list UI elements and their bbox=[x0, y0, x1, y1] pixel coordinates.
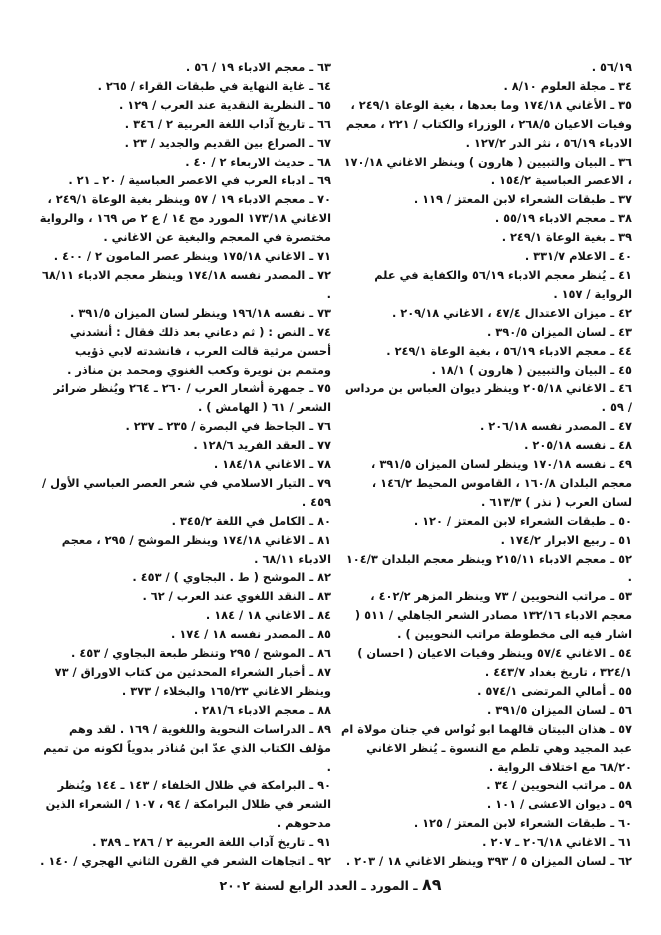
footnote-entry: ٤٢ ـ ميزان الاعتدال ٤٧/٤ ، الاغاني ٢٠٩/١٨ . bbox=[392, 305, 632, 320]
footnote-entry: ٨٦ ـ الموشح / ٢٩٥ وتنظر طبعة البجاوي / ٤٥٣ . bbox=[71, 646, 331, 661]
footnotes-left-column bbox=[38, 58, 331, 871]
footnote-entry: ٥٥ ـ أمالي المرتضى ٥٧٤/١ . bbox=[477, 683, 632, 698]
footnote-entry: ٤٥ ـ البيان والتبيين ( هارون ) ١٨/١ . bbox=[431, 362, 632, 377]
footnote-entry: ٣٤ ـ مجلة العلوم ٨/١٠ . bbox=[503, 78, 632, 93]
footnote-entry: ٦٩ ـ ادباء العرب في الاعصر العباسية / ٢٠ ـ ٢١ . bbox=[68, 173, 331, 188]
footnote-entry: ٥٦ ـ لسان الميزان ٣٩١/٥ . bbox=[487, 702, 632, 717]
footnote-entry: ٦٥ ـ النظرية النقدية عند العرب / ١٢٩ . bbox=[118, 97, 331, 112]
footnote-entry: ٨٣ ـ النقد اللغوي عند العرب / ٦٢ . bbox=[142, 589, 331, 604]
footnote-entry: ٥٦/١٩ . bbox=[591, 60, 632, 74]
footnote-entry: ٧٢ ـ المصدر نفسه ١٧٤/١٨ وينظر معجم الادباء ٦٨/١١ . bbox=[41, 267, 331, 301]
footnote-entry: ٨٠ ـ الكامل في اللغة ٣٤٥/٢ . bbox=[171, 513, 331, 528]
footnote-entry: ٩٠ ـ البرامكة في ظلال الخلفاء / ١٤٣ ـ ١٤٤ ويُنظر الشعر في ظلال البرامكة / ٩٤ ، ١٠٧ / الشعراء الذين مدحوهم . bbox=[45, 778, 331, 831]
footnote-entry: ٣٥ ـ الأغاني ١٧٤/١٨ وما بعدها ، بغية الوعاة ٢٤٩/١ ، وفيات الاعيان ٢٦٨/٥ ، الوزراء والكتاب / ٢٢١ ، معجم الادباء ٥٦/١٩ ، نثر الدر ١٢٧/٢ . bbox=[345, 97, 632, 150]
footnote-entry: ٦١ ـ الاغاني ٢٠٦/١٨ ـ ٢٠٧ . bbox=[482, 835, 632, 850]
footnote-entry: ٦٣ ـ معجم الادباء ١٩ / ٥٦ . bbox=[185, 60, 331, 74]
footnote-entry: ٧٥ ـ جمهرة أشعار العرب / ٢٦٠ ـ ٢٦٤ ويُنظر ضرائر الشعر / ٦١ ( الهامش ) . bbox=[53, 381, 331, 415]
footnote-entry: ٩٢ ـ اتجاهات الشعر في القرن الثاني الهجري / ١٤٠ . bbox=[40, 854, 331, 869]
footnote-entry: ٦٢ ـ لسان الميزان ٥ / ٣٩٣ وينظر الاغاني ١٨ / ٢٠٣ . bbox=[345, 854, 632, 869]
footnote-entry: ٦٨ ـ حديث الاربعاء ٢ / ٤٠ . bbox=[185, 154, 331, 169]
footnote-entry: ٥٤ ـ الاغاني ٥٧/٤ وينظر وفيات الاعيان ( احسان ) ٣٢٤/١ ، تاريخ بغداد ٤٤٣/٧ . bbox=[357, 646, 632, 679]
footnote-entry: ٧٠ ـ معجم الادباء ١٩ / ٥٧ وينظر بغية الوعاة ٢٤٩/١ ، الاغاني ١٧٣/١٨ المورد مج ١٤ / ع ٢ ص ١٦٩ ، والرواية مختصرة في المعجم والبغية عن الاغاني . bbox=[39, 192, 331, 245]
footnote-entry: ٧١ ـ الاغاني ١٧٥/١٨ وينظر عصر المامون ٢ / ٤٠٠ . bbox=[53, 249, 331, 264]
footnote-entry: ٤٨ ـ نفسه ٢٠٥/١٨ . bbox=[524, 438, 632, 453]
footnote-entry: ٨٢ ـ الموشح ( ط . البجاوي ) / ٤٥٣ . bbox=[132, 570, 331, 585]
footnote-entry: ٤١ ـ يُنظر معجم الادباء ٥٦/١٩ والكفاية في علم الرواية / ١٥٧ . bbox=[374, 267, 632, 301]
journal-issue-text: المورد ـ العدد الرابع لسنة ٢٠٠٢ bbox=[219, 878, 409, 893]
footnote-entry: ٧٨ ـ الاغاني ١٨٤/١٨ . bbox=[213, 457, 331, 472]
footnote-entry: ٨٥ ـ المصدر نفسه ١٨ / ١٧٤ . bbox=[171, 627, 331, 642]
footnote-entry: ٦٧ ـ الصراع بين القديم والجديد / ٢٣ . bbox=[124, 135, 331, 150]
footnote-entry: ٣٩ ـ بغية الوعاة ٢٤٩/١ . bbox=[501, 230, 632, 245]
footer-dash: ـ bbox=[413, 878, 418, 893]
footnote-entry: ٥١ ـ ربيع الابرار ١٧٤/٢ . bbox=[500, 532, 632, 547]
footnote-entry: ٨٩ ـ الدراسات النحوية واللغوية / ١٦٩ . لقد وهم مؤلف الكتاب الذي عدّ ابن مُناذر بدوياً لكونه من تميم . bbox=[43, 721, 331, 774]
footnote-entry: ٤٧ ـ المصدر نفسه ٢٠٦/١٨ . bbox=[479, 419, 632, 434]
footnote-entry: ٨٤ ـ الاغاني ١٨ / ١٨٤ . bbox=[205, 608, 331, 623]
footnote-entry: ٧٦ ـ الجاحظ في البصرة / ٢٣٥ ـ ٢٣٧ . bbox=[125, 419, 331, 434]
footnote-entry: ٦٠ ـ طبقات الشعراء لابن المعتز / ١٢٥ . bbox=[413, 816, 632, 831]
footnote-entry: ٤٣ ـ لسان الميزان ٣٩٠/٥ . bbox=[487, 324, 632, 339]
footnote-entry: ٤٠ ـ الاعلام ٣٣١/٧ . bbox=[524, 249, 632, 264]
footnote-entry: ٣٨ ـ معجم الادباء ٥٥/١٩ . bbox=[494, 211, 632, 226]
footnote-entry: ٤٤ ـ معجم الادباء ٥٦/١٩ ، بغية الوعاة ٢٤٩/١ . bbox=[386, 343, 632, 358]
footnote-entry: ٧٤ ـ النص : ( ثم دعاني بعد ذلك فقال : أنشدني أحسن مرثية قالت العرب ، فانشدته لابي ذؤيب ومتمم بن نويرة وكعب الغنوي ومحمد بن مناذر . bbox=[67, 324, 331, 377]
footnote-entry: ٥٨ ـ مراتب النحويين / ٣٤ . bbox=[486, 778, 632, 793]
footnote-entry: ٥٣ ـ مراتب النحويين / ٧٣ وينظر المزهر ٤٠٢/٢ ، معجم الادباء ١٣٢/١٦ مصادر الشعر الجاهلي / ٥١١ ( اشار فيه الى مخطوطة مراتب النحويين ) . bbox=[354, 589, 632, 642]
footnote-entry: ٨١ ـ الاغاني ١٧٤/١٨ وينظر الموشح / ٢٩٥ ، معجم الادباء ٦٨/١١ . bbox=[61, 532, 331, 566]
page-number: ٨٩ bbox=[421, 875, 442, 894]
footnote-entry: ٥٠ ـ طبقات الشعراء لابن المعتز / ١٢٠ . bbox=[413, 513, 632, 528]
footnote-entry: ٥٩ ـ ديوان الاعشى / ١٠١ . bbox=[486, 797, 632, 812]
footnote-entry: ٧٣ ـ نفسه ١٩٦/١٨ وينظر لسان الميزان ٣٩١/٥ . bbox=[70, 305, 331, 320]
footnote-entry: ٤٩ ـ نفسه ١٧٠/١٨ وينظر لسان الميزان ٣٩١/٥ ، معجم البلدان ١٦٠/٨ ، القاموس المحيط ١٤٦/٢ ، لسان العرب ( نذر ) ٦١٣/٣ . bbox=[371, 457, 632, 509]
footnote-entry: ٥٢ ـ معجم الادباء ٢١٥/١١ وينظر معجم البلدان ١٠٤/٣ . bbox=[345, 551, 632, 585]
footnote-entry: ٣٧ ـ طبقات الشعراء لابن المعتز / ١١٩ . bbox=[413, 192, 632, 207]
footnote-entry: ٧٧ ـ العقد الفريد ١٢٨/٦ . bbox=[193, 438, 331, 453]
footnote-entry: ٩١ ـ تاريخ آداب اللغة العربية ٢ / ٢٨٦ ـ ٣٨٩ . bbox=[92, 835, 331, 850]
footnote-entry: ٥٧ ـ هذان البيتان قالهما ابو نُواس في جنان مولاة ام عبد المجيد وهي تلطم مع النسوة ـ يُنظر الاغاني ٦٨/٢٠ مع اختلاف الرواية . bbox=[341, 721, 632, 774]
footnote-entry: ٧٩ ـ التيار الاسلامي في شعر العصر العباسي الأول / ٤٥٩ . bbox=[41, 475, 331, 509]
footnote-entry: ٣٦ ـ البيان والتبيين ( هارون ) وينظر الاغاني ١٧٠/١٨ ، الاعصر العباسية ١٥٤/٢ . bbox=[343, 154, 632, 188]
footnote-entry: ٦٤ ـ غاية النهاية في طبقات القراء / ٢٦٥ . bbox=[97, 78, 331, 93]
footnote-entry: ٨٧ ـ أخبار الشعراء المحدثين من كتاب الاوراق / ٧٣ وينظر الاغاني ١٦٥/٢٣ والبخلاء / ٣٧٣ . bbox=[54, 665, 331, 698]
footnotes-right-column bbox=[340, 58, 632, 871]
page-footer bbox=[0, 875, 661, 894]
footnote-entry: ٤٦ ـ الاغاني ٢٠٥/١٨ وينظر ديوان العباس بن مرداس / ٥٩ . bbox=[344, 381, 632, 415]
footnote-entry: ٦٦ ـ تاريخ آداب اللغة العربية ٢ / ٣٤٦ . bbox=[124, 116, 331, 131]
footnote-entry: ٨٨ ـ معجم الادباء ٢٨١/٦ . bbox=[193, 702, 331, 717]
